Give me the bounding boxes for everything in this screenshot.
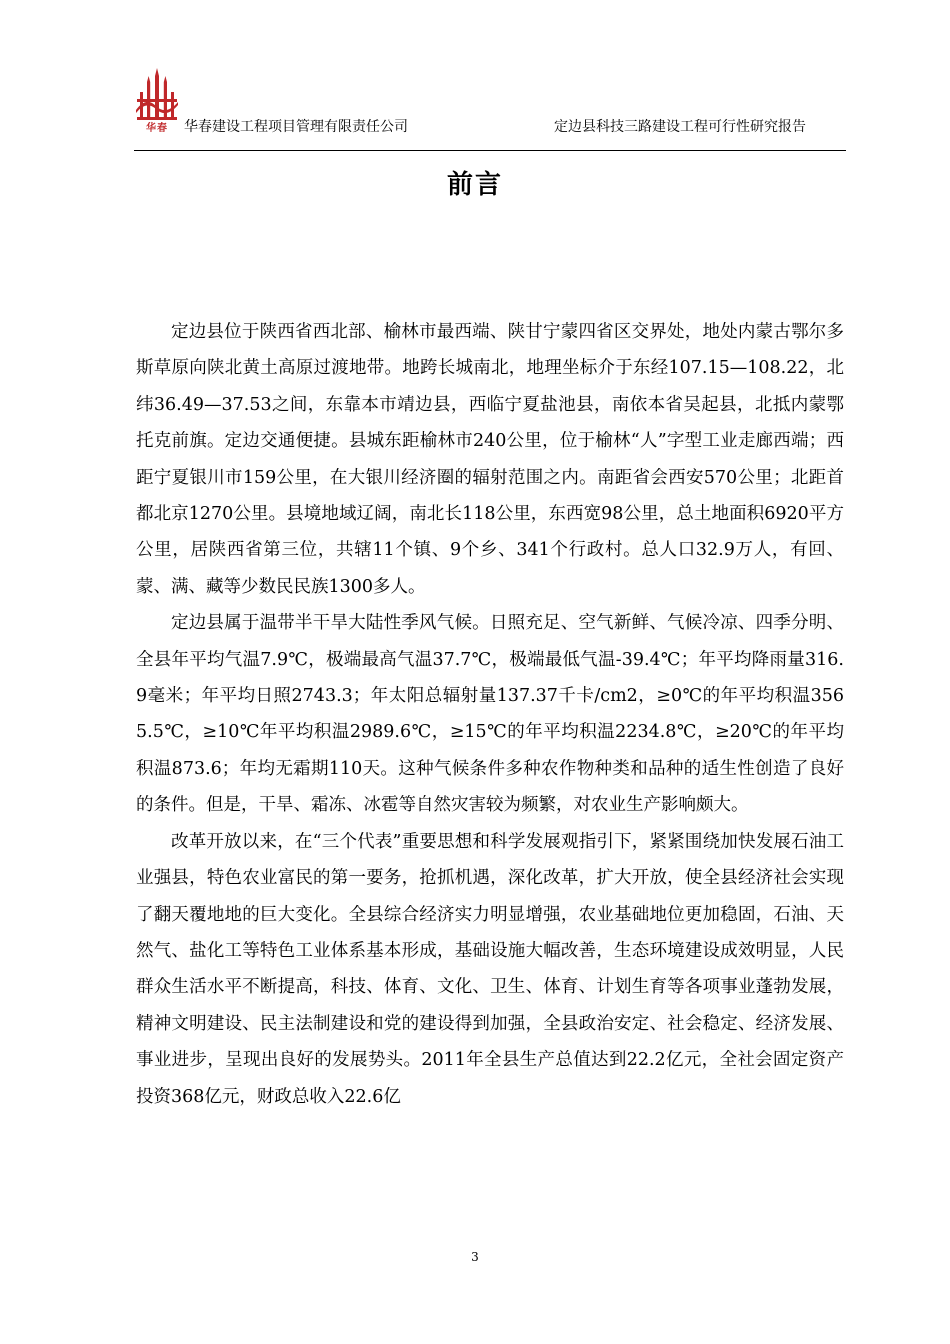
page-header: [134, 62, 846, 152]
paragraph: 改革开放以来，在“三个代表”重要思想和科学发展观指引下，紧紧围绕加快发展石油工业强县，特色农业富民的第一要务，抢抓机遇，深化改革，扩大开放，使全县经济社会实现了翻天覆地地的巨大变化。全县综合经济实力明显增强，农业基础地位更加稳固，石油、天然气、盐化工等特色工业体系基本形成，基础设施大幅改善，生态环境建设成效明显，人民群众生活水平不断提高，科技、体育、文化、卫生、体育、计划生育等各项事业蓬勃发展，精神文明建设、民主法制建设和党的建设得到加强，全县政治安定、社会稳定、经济发展、事业进步，呈现出良好的发展势头。2011年全县生产总值达到22.2亿元，全社会固定资产投资368亿元，财政总收入22.6亿: [136, 831, 844, 1107]
paragraph: 定边县位于陕西省西北部、榆林市最西端、陕甘宁蒙四省区交界处，地处内蒙古鄂尔多斯草原向陕北黄土高原过渡地带。地跨长城南北，地理坐标介于东经107.15—108.22，北纬36.49—37.53之间，东靠本市靖边县，西临宁夏盐池县，南依本省吴起县，北抵内蒙鄂托克前旗。定边交通便捷。县城东距榆林市240公里，位于榆林“人”字型工业走廊西端；西距宁夏银川市159公里，在大银川经济圈的辐射范围之内。南距省会西安570公里；北距首都北京1270公里。县境地域辽阔，南北长118公里，东西宽98公里，总土地面积6920平方公里，居陕西省第三位，共辖11个镇、9个乡、341个行政村。总人口32.9万人，有回、蒙、满、藏等少数民民族1300多人。: [136, 322, 844, 597]
body-text: [136, 314, 844, 1115]
company-name: 华春建设工程项目管理有限责任公司: [184, 119, 408, 135]
report-title: 定边县科技三路建设工程可行性研究报告: [554, 119, 806, 135]
header-divider: [134, 150, 846, 151]
paragraph: 定边县属于温带半干旱大陆性季风气候。日照充足、空气新鲜、气候冷凉、四季分明、全县年平均气温7.9℃，极端最高气温37.7℃，极端最低气温-39.4℃；年平均降雨量316.9毫米；年平均日照2743.3；年太阳总辐射量137.37千卡/cm2，≥0℃的年平均积温3565.5℃，≥10℃年平均积温2989.6℃，≥15℃的年平均积温2234.8℃，≥20℃的年平均积温873.6；年均无霜期110天。这种气候条件多种农作物种类和品种的适生性创造了良好的条件。但是，干旱、霜冻、冰雹等自然灾害较为频繁，对农业生产影响颇大。: [136, 613, 844, 816]
page-number: 3: [471, 1250, 479, 1264]
page-title: 前言: [446, 170, 503, 200]
logo-text: 华春: [146, 123, 168, 134]
